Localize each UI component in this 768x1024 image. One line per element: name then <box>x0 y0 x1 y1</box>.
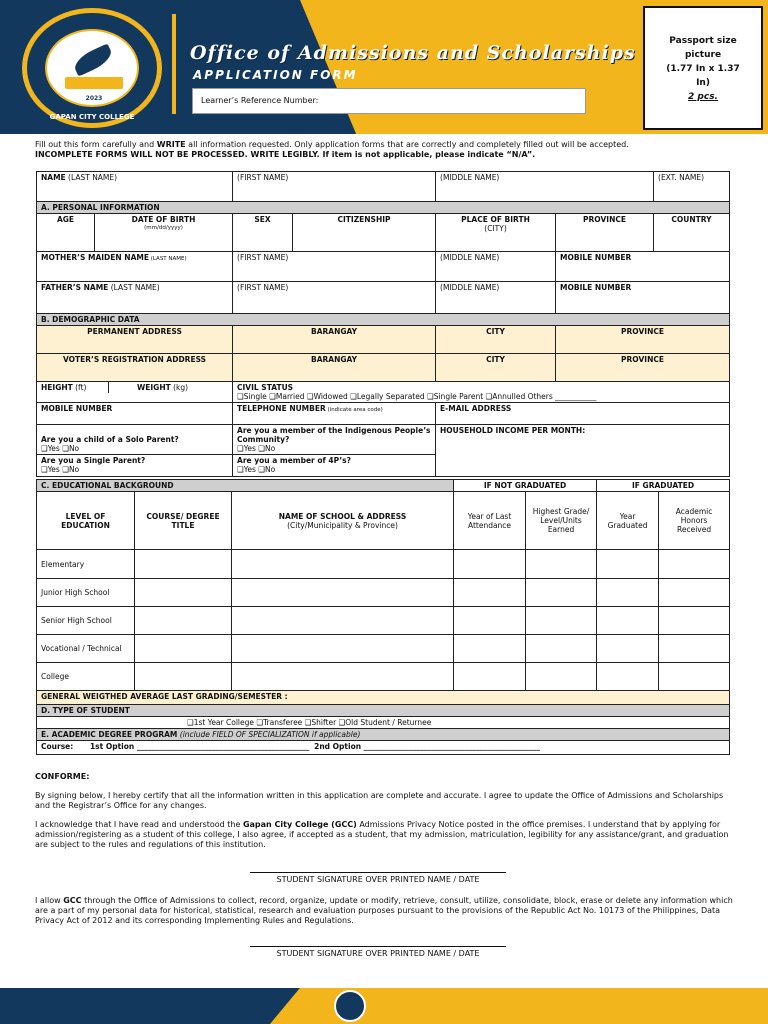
name-row: NAME (LAST NAME) (FIRST NAME) (MIDDLE NAME) (EXT. NAME) <box>37 172 730 202</box>
education-table: C. EDUCATIONAL BACKGROUND IF NOT GRADUATED IF GRADUATED LEVEL OF EDUCATION COURSE/ DEGREE TITLE NAME OF SCHOOL & ADDRESS (City/Municipality & Province) Year of Last Attendance Highest Grade/ Level/Units Earned Year Graduated Academic Honors Received Elementary Junior High School Senior High School Vocational / Technical College GENERAL WEIGTHED AVERAGE LAST GRADING/SEMESTER : D. TYPE OF STUDENT ❑1st Year College ❑Transferee ❑Shifter ❑Old Student / Returnee E. ACADEMIC DEGREE PROGRAM (include FIELD OF SPECIALIZATION if applicable) Course: 1st Option ______________________________________________ 2nd Option _______________________________________________ <box>36 479 730 755</box>
edu-row-college: College <box>37 663 730 691</box>
photo-box: Passport size picture (1.77 In x 1.37 In) 2 pcs. <box>643 6 763 130</box>
section-program-heading: E. ACADEMIC DEGREE PROGRAM (include FIELD OF SPECIALIZATION if applicable) <box>37 729 730 741</box>
instructions: Fill out this form carefully and WRITE all information requested. Only application forms that are correctly and completely filled out will be accepted. INCOMPLETE FORMS WILL NOT BE PROCESSED. WRITE LEGIBLY. If item is not applicable, please indicate “N/A”. <box>35 140 629 159</box>
edu-row-vocational: Vocational / Technical <box>37 635 730 663</box>
signature-line-1[interactable]: STUDENT SIGNATURE OVER PRINTED NAME / DATE <box>250 872 506 884</box>
edu-row-elementary: Elementary <box>37 550 730 579</box>
conforme-section: CONFORME: By signing below, I hereby certify that all the information written in this application are complete and accurate. I agree to update the Office of Admissions and Scholarships and the Registrar’s Office for any changes. I acknowledge that I have read and understood the Gapan City College (GCC) Admissions Privacy Notice posted in the office premises. I understand that by applying for admission/registering as a student of this college, I also agree, if accepted as a student, that my admission, matriculation, legibility for any assistance/grant, and graduation are subject to the rules and regulations of this institution. <box>35 772 729 849</box>
header-banner <box>0 0 768 134</box>
section-demographic-heading: B. DEMOGRAPHIC DATA <box>37 314 730 326</box>
footer-seal-logo <box>334 990 366 1022</box>
student-type-options[interactable]: ❑1st Year College ❑Transferee ❑Shifter ❑Old Student / Returnee <box>37 717 730 729</box>
edu-row-shs: Senior High School <box>37 607 730 635</box>
book-icon <box>65 77 123 89</box>
section-education-heading: C. EDUCATIONAL BACKGROUND <box>37 480 454 492</box>
civil-status-options: ❑Single ❑Married ❑Widowed ❑Legally Separated ❑Single Parent ❑Annulled Others ___________ <box>237 392 597 401</box>
quill-icon <box>71 43 115 76</box>
seal-text: GAPAN CITY COLLEGE <box>49 113 135 121</box>
edu-row-jhs: Junior High School <box>37 579 730 607</box>
section-type-heading: D. TYPE OF STUDENT <box>37 705 730 717</box>
gwa-field[interactable]: GENERAL WEIGTHED AVERAGE LAST GRADING/SEMESTER : <box>37 691 730 705</box>
signature-line-2[interactable]: STUDENT SIGNATURE OVER PRINTED NAME / DATE <box>250 946 506 958</box>
data-privacy-consent: I allow GCC through the Office of Admissions to collect, record, organize, update or modify, retrieve, consult, utilize, consolidate, block, erase or delete any information which are a part of my personal data for historical, statistical, research and evaluation purposes pursuant to the provisions of the Republic Act No. 10173 of the Philippines, Data Privacy Act of 2012 and its corresponding Implementing Rules and Regulations. <box>35 896 733 925</box>
photo-count: 2 pcs. <box>688 92 718 102</box>
seal-year: 2023 <box>85 95 103 102</box>
reference-number-label: Learner’s Reference Number: <box>201 96 319 105</box>
footer-banner <box>0 988 768 1024</box>
office-title: Office of Admissions and Scholarships <box>190 42 636 64</box>
reference-number-field[interactable] <box>192 88 586 114</box>
form-title: APPLICATION FORM <box>193 68 358 82</box>
course-options[interactable]: Course: 1st Option ______________________________________________ 2nd Option _______________________________________________ <box>37 741 730 755</box>
section-personal-heading: A. PERSONAL INFORMATION <box>37 202 730 214</box>
college-seal-logo <box>22 8 162 128</box>
application-form-table: NAME (LAST NAME) (FIRST NAME) (MIDDLE NAME) (EXT. NAME) A. PERSONAL INFORMATION AGE DATE OF BIRTH (mm/dd/yyyy) SEX CITIZENSHIP PLACE OF BIRTH (CITY) PROVINCE COUNTRY MOTHER’S MAIDEN NAME (LAST NAME) (FIRST NAME) (MIDDLE NAME) MOBILE NUMBER FATHER’S NAME (LAST NAME) (FIRST NAME) (MIDDLE NAME) MOBILE NUMBER B. DEMOGRAPHIC DATA PERMANENT ADDRESS BARANGAY CITY PROVINCE VOTER’S REGISTRATION ADDRESS BARANGAY CITY PROVINCE HEIGHT (ft) WEIGHT (kg) CIVIL STATUS ❑Single ❑Married ❑Widowed ❑Legally Separated ❑Single Parent ❑Annulled Others ___________ MOBILE NUMBER TELEPHONE NUMBER (indicate area code) E-MAIL ADDRESS Are you a child of a Solo Parent? ❑Yes ❑No Are you a member of the Indigenous People’s Community? ❑Yes ❑No HOUSEHOLD INCOME PER MONTH: Are you a Single Parent? ❑Yes ❑No Are you a member of 4P’s? ❑Yes ❑No <box>36 171 730 477</box>
